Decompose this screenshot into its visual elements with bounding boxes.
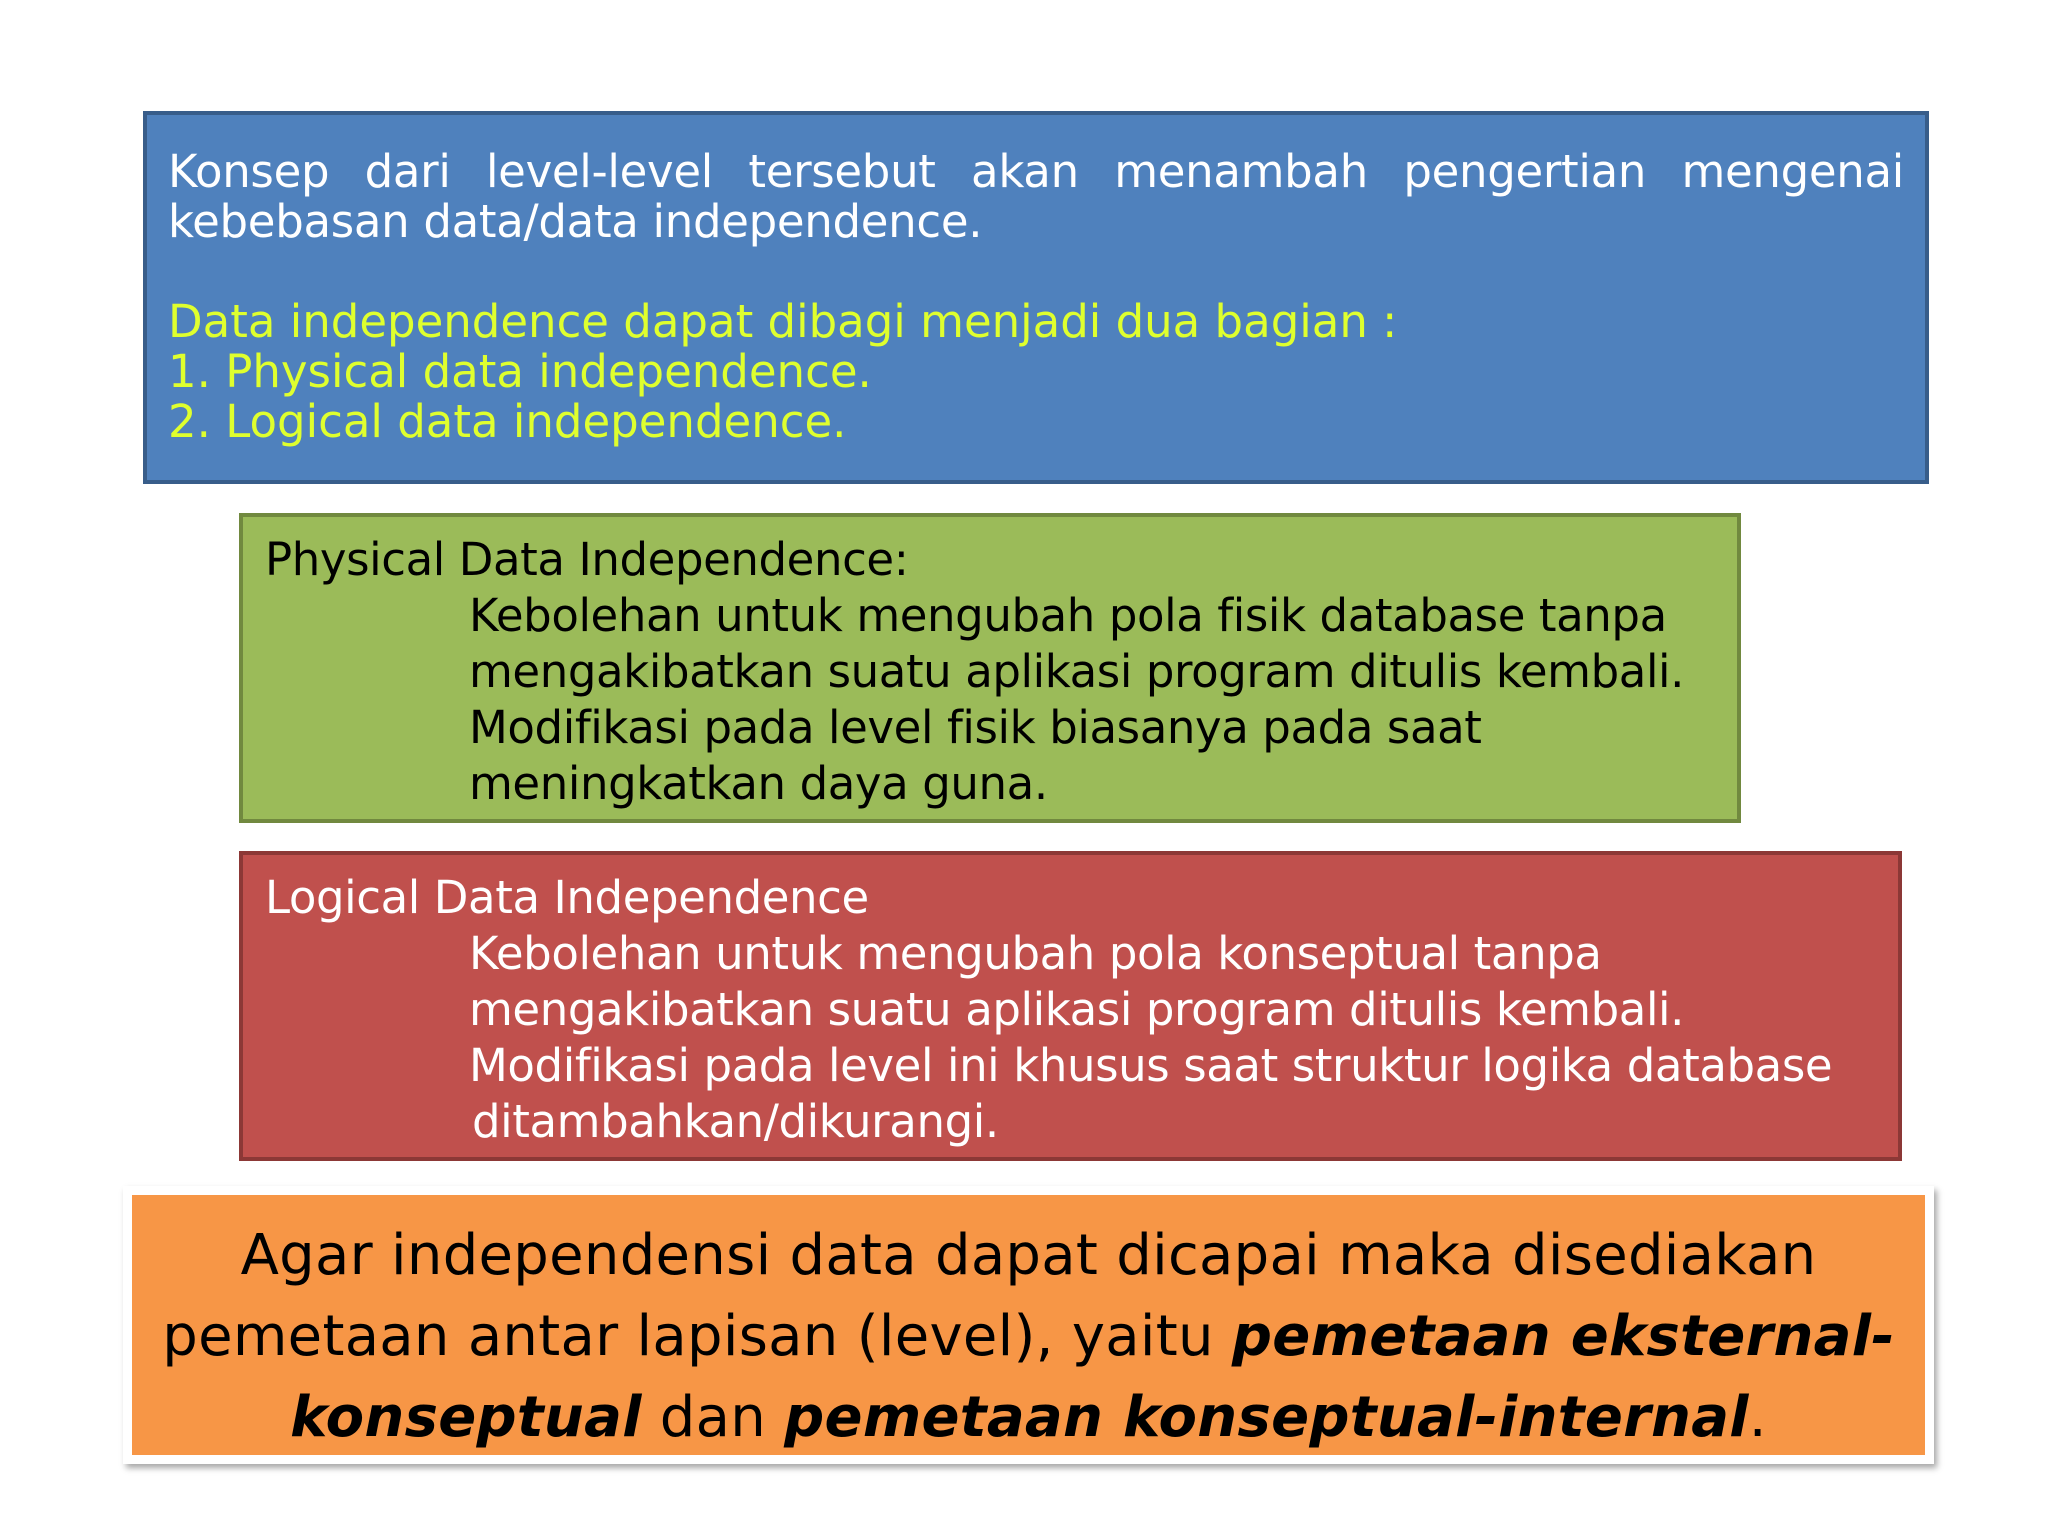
physical-heading: Physical Data Independence:	[265, 533, 909, 586]
physical-line: meningkatkan daya guna.	[469, 757, 1048, 810]
logical-line: ditambahkan/dikurangi.	[472, 1095, 999, 1148]
logical-line: mengakibatkan suatu aplikasi program ditulis kembali.	[469, 983, 1685, 1036]
conclusion-text: pemetaan antar lapisan (level), yaitu	[162, 1304, 1232, 1369]
conclusion-text: dan	[641, 1385, 785, 1450]
logical-description	[469, 926, 1878, 1150]
logical-line: Modifikasi pada level ini khusus saat struktur logika database	[469, 1039, 1833, 1092]
intro-box	[143, 111, 1929, 484]
conclusion-frame	[123, 1186, 1934, 1464]
conclusion-box	[132, 1195, 1925, 1455]
logical-independence-box	[239, 851, 1902, 1161]
physical-description	[469, 588, 1717, 812]
intro-paragraph: Konsep dari level-level tersebut akan menambah pengertian mengenai kebebasan data/data independence.	[168, 145, 1904, 248]
physical-independence-box	[239, 513, 1741, 823]
conclusion-emphasis: konseptual	[290, 1385, 642, 1450]
conclusion-line-3	[132, 1377, 1925, 1458]
independence-type-item-1: 1. Physical data independence.	[168, 345, 872, 398]
independence-types	[168, 297, 1904, 447]
independence-type-item-2: 2. Logical data independence.	[168, 395, 847, 448]
conclusion-emphasis: pemetaan konseptual-internal	[784, 1385, 1749, 1450]
conclusion-line-2	[132, 1296, 1925, 1377]
conclusion-emphasis: pemetaan eksternal-	[1231, 1304, 1895, 1369]
physical-line: Kebolehan untuk mengubah pola fisik database tanpa	[469, 589, 1667, 642]
physical-line: mengakibatkan suatu aplikasi program ditulis kembali.	[469, 645, 1685, 698]
physical-line: Modifikasi pada level fisik biasanya pada saat	[469, 701, 1482, 754]
logical-line: Kebolehan untuk mengubah pola konseptual tanpa	[469, 927, 1602, 980]
conclusion-line-1: Agar independensi data dapat dicapai maka disediakan	[240, 1223, 1817, 1288]
logical-heading: Logical Data Independence	[265, 871, 869, 924]
conclusion-text: .	[1748, 1385, 1767, 1450]
independence-types-title: Data independence dapat dibagi menjadi dua bagian :	[168, 295, 1398, 348]
